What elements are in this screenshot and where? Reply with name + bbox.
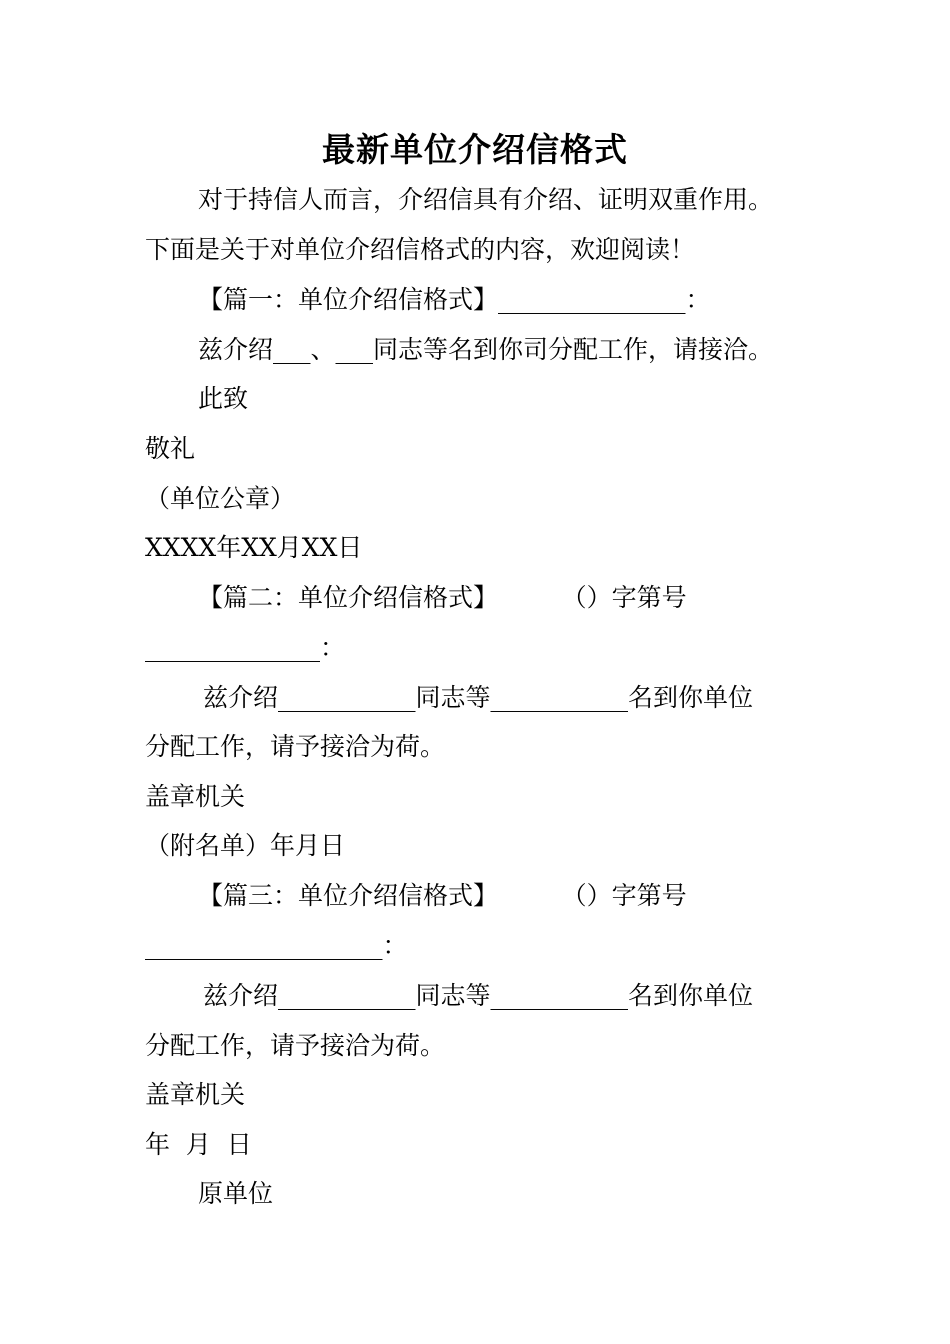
section-3-original-unit: 原单位: [198, 1179, 274, 1208]
section-2-body-2: 分配工作，请予接洽为荷。: [145, 732, 446, 761]
section-1-regards: 敬礼: [145, 434, 196, 463]
section-3-body-2: 分配工作，请予接洽为荷。: [145, 1031, 446, 1060]
section-1-heading: 【篇一：单位介绍信格式】_______________：: [198, 285, 711, 314]
section-3-date: 年 月 日: [145, 1130, 252, 1159]
section-2-date: （附名单）年月日: [145, 831, 346, 860]
section-2-recipient: ______________：: [145, 633, 346, 662]
section-1-date: XXXX年XX月XX日: [145, 533, 363, 562]
section-3-issuer: 盖章机关: [145, 1080, 246, 1109]
section-1-seal: （单位公章）: [145, 484, 296, 513]
section-3-heading: 【篇三：单位介绍信格式】 （）字第号: [198, 881, 687, 910]
intro-line-1: 对于持信人而言，介绍信具有介绍、证明双重作用。: [198, 185, 774, 214]
section-2-heading: 【篇二：单位介绍信格式】 （）字第号: [198, 583, 687, 612]
document-title: 最新单位介绍信格式: [322, 130, 628, 169]
section-2-body-1: 兹介绍___________同志等___________名到你单位: [203, 683, 754, 712]
section-3-recipient: ___________________：: [145, 931, 408, 960]
section-2-issuer: 盖章机关: [145, 782, 246, 811]
section-1-body: 兹介绍___、___同志等名到你司分配工作，请接洽。: [198, 335, 774, 364]
section-3-body-1: 兹介绍___________同志等___________名到你单位: [203, 981, 754, 1010]
section-1-salutation: 此致: [198, 384, 249, 413]
intro-line-2: 下面是关于对单位介绍信格式的内容，欢迎阅读！: [145, 235, 696, 264]
